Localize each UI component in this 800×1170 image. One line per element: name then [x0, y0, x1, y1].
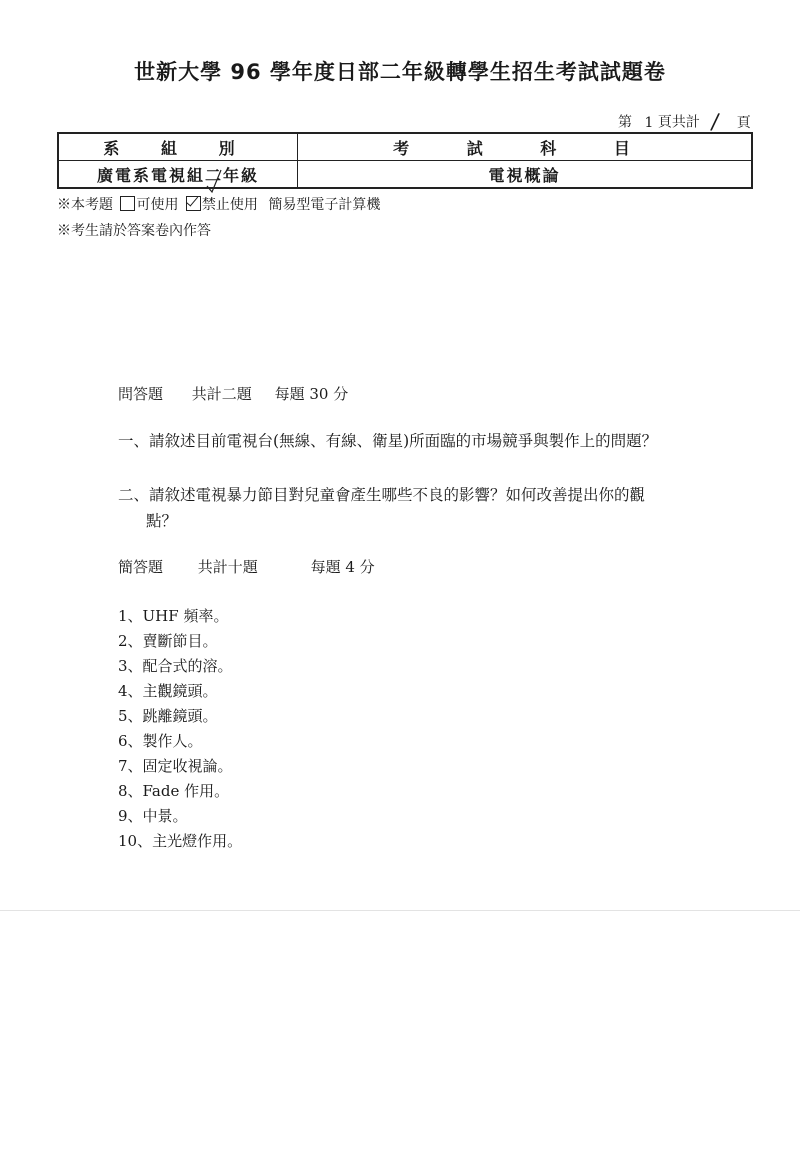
scan-edge-divider: [0, 910, 800, 911]
short-answer-item: 2、賣斷節目。: [118, 632, 218, 650]
page-counter-suffix: 頁: [736, 114, 751, 131]
short-answer-item: 1、UHF 頻率。: [118, 607, 229, 625]
calculator-notice-prefix: ※本考題: [57, 197, 113, 213]
department-header: 系 組 別: [103, 138, 253, 158]
short-answer-item: 10、主光燈作用。: [118, 832, 243, 850]
answer-instruction: ※考生請於答案卷內作答: [57, 223, 211, 239]
essay-question-2-text: 請敘述電視暴力節目對兒童會產生哪些不良的影響？如何改善提出你的觀: [149, 486, 646, 504]
essay-count: 共計二題: [191, 385, 252, 403]
short-answer-item: 4、主觀鏡頭。: [118, 682, 218, 700]
page-number: 1: [644, 114, 654, 131]
department-header-cell: [58, 133, 298, 161]
essay-question-2: [118, 482, 645, 534]
short-answer-item: 3、配合式的溶。: [118, 657, 233, 675]
short-points: 每題 4 分: [310, 558, 375, 576]
short-answer-item: 8、Fade 作用。: [118, 782, 230, 800]
calculator-notice-suffix: 簡易型電子計算機: [268, 197, 381, 213]
header-table-heading-row: [58, 133, 752, 161]
exam-header-table: [57, 132, 753, 189]
page-counter-prefix: 第: [618, 114, 632, 131]
calculator-forbidden-checkbox: [186, 196, 201, 211]
department-value: 廣電系電視組二年級: [96, 165, 259, 185]
essay-section-heading: [118, 383, 348, 404]
page-total-slash: /: [709, 109, 721, 136]
short-heading-label: 簡答題: [118, 558, 164, 576]
subject-header: 考 試 科 目: [393, 138, 656, 158]
short-answer-list: [118, 604, 242, 854]
essay-points: 每題 30 分: [274, 385, 349, 403]
essay-question-1-text: 請敘述目前電視台(無線、有線、衛星)所面臨的市場競爭與製作上的問題？: [149, 432, 658, 450]
short-section-heading: [118, 556, 375, 577]
essay-question-1-number: 一、: [118, 432, 150, 450]
department-value-cell: [58, 161, 298, 189]
essay-question-2-number: 二、: [118, 486, 150, 504]
calculator-forbidden-label: 禁止使用: [201, 197, 258, 213]
calculator-allowed-checkbox: [120, 196, 135, 211]
short-answer-item: 6、製作人。: [118, 732, 203, 750]
short-answer-item: 9、中景。: [118, 807, 188, 825]
short-answer-item: 7、固定收視論。: [118, 757, 233, 775]
subject-value: 電視概論: [488, 165, 561, 185]
essay-question-1: [118, 428, 657, 454]
exam-title: 世新大學 96 學年度日部二年級轉學生招生考試試題卷: [134, 60, 666, 84]
essay-heading-label: 問答題: [118, 385, 164, 403]
page-counter-middle: 頁共計: [657, 114, 700, 131]
header-table-value-row: [58, 161, 752, 189]
subject-header-cell: [298, 133, 753, 161]
short-answer-item: 5、跳離鏡頭。: [118, 707, 218, 725]
calculator-allowed-label: 可使用: [136, 197, 179, 213]
subject-value-cell: [298, 161, 753, 189]
short-count: 共計十題: [197, 558, 258, 576]
essay-question-2-continuation: 點？: [146, 512, 178, 530]
calculator-notice: [57, 194, 380, 214]
